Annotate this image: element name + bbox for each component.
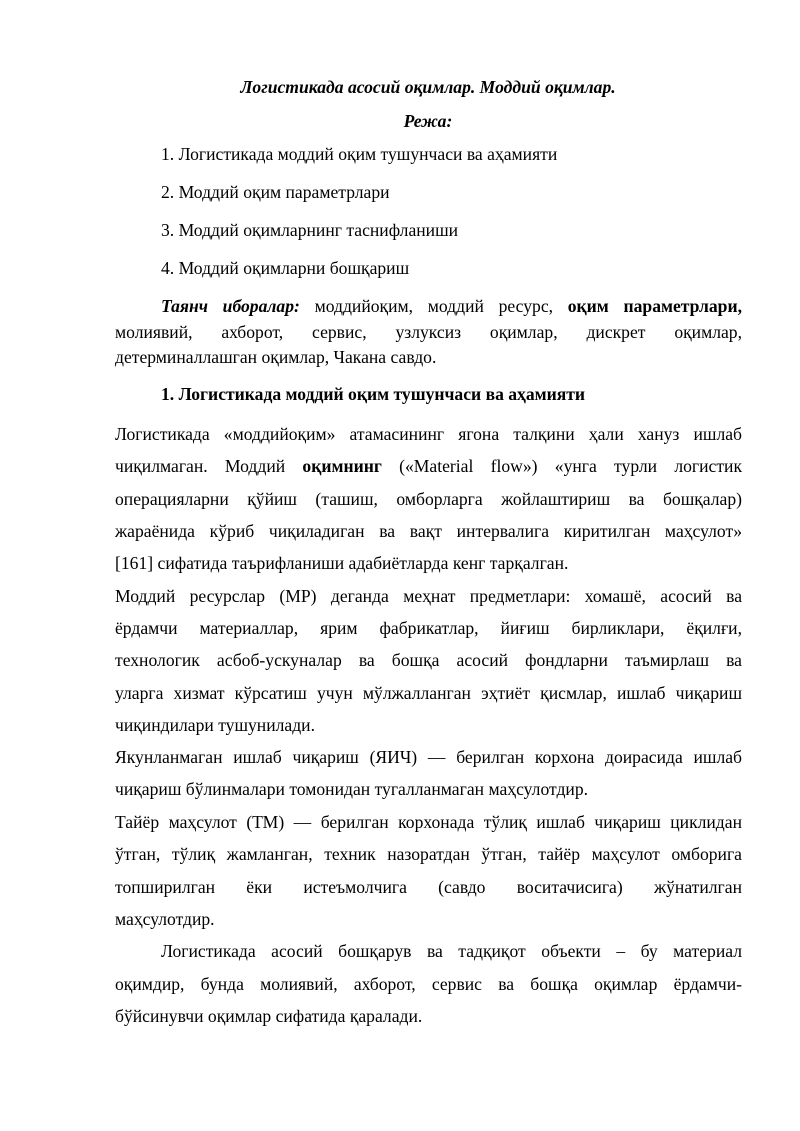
keywords-line-3: детерминаллашган оқимлар, Чакана савдо. bbox=[115, 347, 437, 367]
paragraph-5-line: оқимдир, бунда молиявий, ахборот, сервис ва бошқа оқимлар ёрдамчи- bbox=[115, 974, 742, 994]
paragraph-1-line: Логистикада «моддийоқим» атамасининг ягона талқини ҳали хануз ишлаб bbox=[115, 424, 742, 444]
keywords-line-1: Таянч иборалар: моддийоқим, моддий ресурс, оқим параметрлари, bbox=[161, 296, 742, 316]
plan-item-3: 3. Моддий оқимларнинг таснифланиши bbox=[161, 220, 459, 240]
plan-item-4: 4. Моддий оқимларни бошқариш bbox=[161, 258, 410, 278]
paragraph-2-line: чиқиндилари тушунилади. bbox=[115, 715, 315, 735]
paragraph-2-line: Моддий ресурслар (МР) деганда меҳнат предметлари: хомашё, асосий ва bbox=[115, 586, 742, 606]
paragraph-3-line: Якунланмаган ишлаб чиқариш (ЯИЧ) — берилган корхона доирасида ишлаб bbox=[115, 747, 742, 767]
plan-item-1: 1. Логистикада моддий оқим тушунчаси ва аҳамияти bbox=[161, 144, 558, 164]
bold-term: оқимнинг bbox=[302, 456, 382, 476]
keywords-line-2: молиявий, ахборот, сервис, узлуксиз оқимлар, дискрет оқимлар, bbox=[115, 322, 742, 342]
keywords-label: Таянч иборалар: bbox=[161, 296, 300, 316]
paragraph-3-line: чиқариш бўлинмалари томонидан тугалланмаган маҳсулотдир. bbox=[115, 779, 589, 799]
paragraph-4-line: маҳсулотдир. bbox=[115, 909, 215, 929]
paragraph-5-line: бўйсинувчи оқимлар сифатида қаралади. bbox=[115, 1006, 423, 1026]
plan-label: Режа: bbox=[403, 111, 453, 131]
paragraph-5-line: Логистикада асосий бошқарув ва тадқиқот объекти – бу материал bbox=[161, 941, 742, 961]
document-title: Логистикада асосий оқимлар. Моддий оқимлар. bbox=[240, 77, 616, 97]
paragraph-4-line: ўтган, тўлиқ жамланган, техник назоратдан ўтган, тайёр маҳсулот омборига bbox=[115, 844, 742, 864]
paragraph-2-line: технологик асбоб-ускуналар ва бошқа асосий фондларни таъмирлаш ва bbox=[115, 650, 742, 670]
paragraph-2-line: уларга хизмат кўрсатиш учун мўлжалланган эҳтиёт қисмлар, ишлаб чиқариш bbox=[115, 683, 742, 703]
keywords-bold: оқим параметрлари, bbox=[567, 296, 742, 316]
paragraph-1-line: [161] сифатида таърифланиши адабиётларда кенг тарқалган. bbox=[115, 553, 569, 573]
paragraph-2-line: ёрдамчи материаллар, ярим фабрикатлар, йиғиш бирликлари, ёқилғи, bbox=[115, 618, 742, 638]
paragraph-1-line: чиқилмаган. Моддий оқимнинг («Material flow») «унга турли логистик bbox=[115, 456, 742, 476]
paragraph-1-line: жараёнида кўриб чиқиладиган ва вақт интервалига киритилган маҳсулот» bbox=[115, 521, 742, 541]
plan-item-2: 2. Моддий оқим параметрлари bbox=[161, 182, 390, 202]
paragraph-4-line: топширилган ёки истеъмолчига (савдо воситачисига) жўнатилган bbox=[115, 877, 742, 897]
section-1-heading: 1. Логистикада моддий оқим тушунчаси ва аҳамияти bbox=[161, 384, 586, 404]
paragraph-4-line: Тайёр маҳсулот (ТМ) — берилган корхонада тўлиқ ишлаб чиқариш циклидан bbox=[115, 812, 742, 832]
paragraph-1-line: операцияларни қўйиш (ташиш, омборларга жойлаштириш ва бошқалар) bbox=[115, 489, 742, 509]
